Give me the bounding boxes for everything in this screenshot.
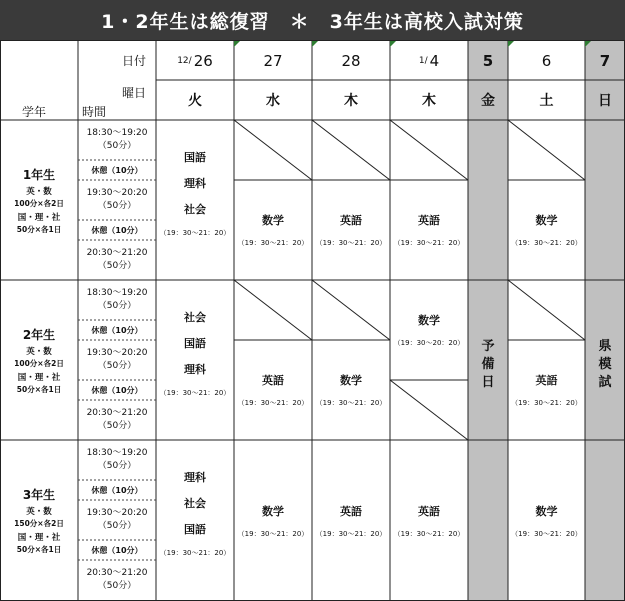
day-label: 曜日 xyxy=(122,86,147,100)
break-g1-2: 休憩（10分） xyxy=(91,225,143,235)
day-header-2: 水 xyxy=(266,93,280,109)
g2-day3-cell: 数学 （19：30～21：20） xyxy=(315,374,387,407)
g2-day2-cell: 英語 （19：30～21：20） xyxy=(237,374,309,407)
g3-day4-cell: 英語 （19：30～21：20） xyxy=(393,504,465,538)
g3-day3-cell: 英語 （19：30～21：20） xyxy=(315,504,387,538)
g2-day4-cell: 数学 （19：30～20：20） xyxy=(393,314,465,347)
date-header-5: 5 xyxy=(482,51,494,70)
g1-day2-cell: 数学 （19：30～21：20） xyxy=(237,214,309,247)
page-title: 1・2年生は総復習 ＊ 3年生は高校入試対策 xyxy=(0,0,625,40)
timeslot-g2-1: 18:30～19:20 （50分） xyxy=(86,288,148,311)
break-g2-2: 休憩（10分） xyxy=(91,385,143,395)
date-header-7: 7 xyxy=(599,51,611,70)
g1-day1-subjects: 国語 理科 社会 （19：30～21：20） xyxy=(159,151,231,237)
date-header-2: 27 xyxy=(263,51,283,70)
date-header-4: 1/ 4 xyxy=(418,51,440,70)
day-header-4: 木 xyxy=(422,93,436,109)
break-g3-2: 休憩（10分） xyxy=(91,545,143,555)
grade-label: 学年 xyxy=(22,105,47,119)
g1-day4-cell: 英語 （19：30～21：20） xyxy=(393,214,465,247)
timeslot-g2-3: 20:30～21:20 （50分） xyxy=(86,408,148,431)
break-g1-1: 休憩（10分） xyxy=(91,165,143,175)
g3-day2-cell: 数学 （19：30～21：20） xyxy=(237,504,309,538)
grade-1-label: 1年生 英・数 100分×各2日 国・理・社 50分×各1日 xyxy=(14,167,64,234)
day-header-5: 金 xyxy=(481,93,495,109)
day-header-3: 木 xyxy=(344,93,358,109)
date-header-6: 6 xyxy=(541,51,552,70)
timeslot-g3-1: 18:30～19:20 （50分） xyxy=(86,448,148,471)
g1-day6-cell: 数学 （19：30～21：20） xyxy=(511,214,582,247)
timeslot-g2-2: 19:30～20:20 （50分） xyxy=(86,348,148,371)
reserve-day-label: 予 備 日 xyxy=(481,339,495,390)
break-g2-1: 休憩（10分） xyxy=(91,325,143,335)
grade-3-label: 3年生 英・数 150分×各2日 国・理・社 50分×各1日 xyxy=(14,488,64,554)
date-header-3: 28 xyxy=(341,51,361,70)
g3-day1-subjects: 理科 社会 国語 （19：30～21：20） xyxy=(159,471,231,557)
date-label: 日付 xyxy=(122,54,147,68)
timeslot-g1-3: 20:30～21:20 （50分） xyxy=(86,248,148,271)
mock-exam-label: 県 模 試 xyxy=(598,339,612,390)
g2-day6-cell: 英語 （19：30～21：20） xyxy=(511,374,582,407)
day-header-1: 火 xyxy=(188,93,202,109)
grade-2-label: 2年生 英・数 100分×各2日 国・理・社 50分×各1日 xyxy=(14,327,64,394)
timeslot-g3-2: 19:30～20:20 （50分） xyxy=(86,508,148,531)
day-header-7: 日 xyxy=(598,93,612,109)
g3-day6-cell: 数学 （19：30～21：20） xyxy=(511,504,582,538)
g1-day3-cell: 英語 （19：30～21：20） xyxy=(315,214,387,247)
time-label: 時間 xyxy=(82,105,107,119)
timeslot-g1-1: 18:30～19:20 （50分） xyxy=(86,128,148,151)
timeslot-g1-2: 19:30～20:20 （50分） xyxy=(86,188,148,211)
g2-day1-subjects: 社会 国語 理科 （19：30～21：20） xyxy=(159,311,231,397)
date-header-1: 12/ 26 xyxy=(177,51,213,70)
day-header-6: 土 xyxy=(539,93,554,109)
timeslot-g3-3: 20:30～21:20 （50分） xyxy=(86,568,148,591)
break-g3-1: 休憩（10分） xyxy=(91,485,143,495)
